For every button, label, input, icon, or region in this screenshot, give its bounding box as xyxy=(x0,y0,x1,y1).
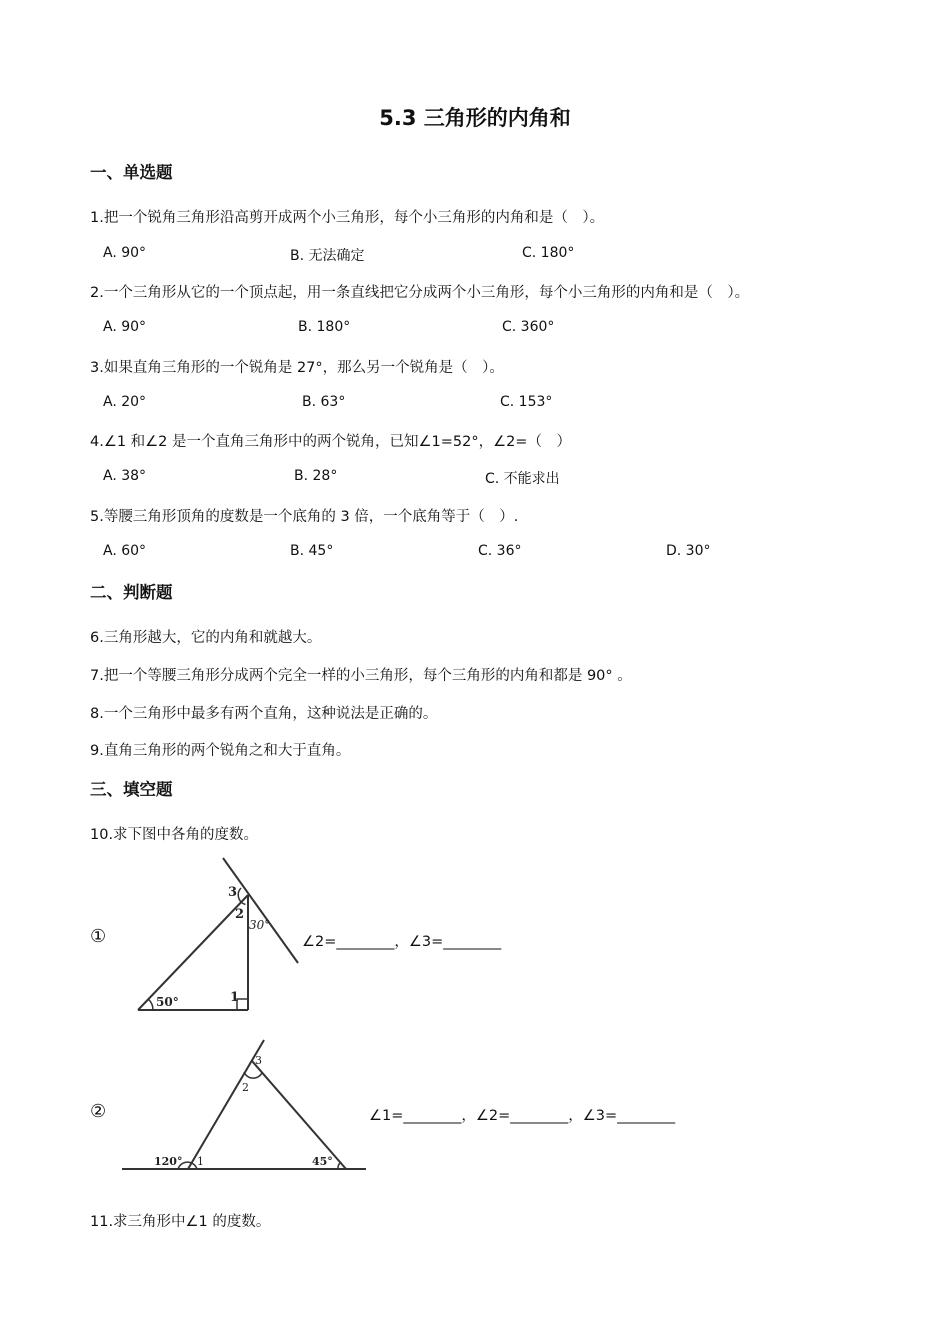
question-8: 8.一个三角形中最多有两个直角，这种说法是正确的。 xyxy=(90,706,438,722)
q5-option-c[interactable]: C. 36° xyxy=(478,543,522,559)
fig1-answer-blanks[interactable]: ∠2=________，∠3=________ xyxy=(302,934,502,950)
fig1-angle-1-label: 1 xyxy=(230,990,240,1005)
q2-option-c[interactable]: C. 360° xyxy=(502,319,555,335)
fig2-angle-3-label: 3 xyxy=(255,1054,262,1067)
q4-option-a[interactable]: A. 38° xyxy=(103,468,147,484)
q1-option-c[interactable]: C. 180° xyxy=(522,245,575,261)
question-1: 1.把一个锐角三角形沿高剪开成两个小三角形，每个小三角形的内角和是（ ）。 xyxy=(90,210,605,226)
q2-option-b[interactable]: B. 180° xyxy=(298,319,351,335)
q3-option-a[interactable]: A. 20° xyxy=(103,394,147,410)
fig2-angle-120-label: 120° xyxy=(154,1155,183,1168)
q3-option-c[interactable]: C. 153° xyxy=(500,394,553,410)
question-5: 5.等腰三角形顶角的度数是一个底角的 3 倍，一个底角等于（ ）. xyxy=(90,509,519,525)
fig1-angle-3-label: 3 xyxy=(228,885,238,900)
triangle-figure-1 xyxy=(120,855,305,1020)
section-heading-fill-blank: 三、填空题 xyxy=(90,780,173,799)
section-heading-single-choice: 一、单选题 xyxy=(90,163,173,182)
q5-option-d[interactable]: D. 30° xyxy=(666,543,711,559)
fig1-angle-2-label: 2 xyxy=(235,907,245,922)
q2-option-a[interactable]: A. 90° xyxy=(103,319,147,335)
q1-option-b[interactable]: B. 无法确定 xyxy=(290,248,365,264)
question-11: 11.求三角形中∠1 的度数。 xyxy=(90,1214,271,1230)
fig2-angle-2-label: 2 xyxy=(242,1081,249,1094)
page-title: 5.3 三角形的内角和 xyxy=(379,106,571,130)
section-heading-true-false: 二、判断题 xyxy=(90,583,173,602)
fig1-angle-50-label: 50° xyxy=(156,995,179,1009)
question-9: 9.直角三角形的两个锐角之和大于直角。 xyxy=(90,743,351,759)
fig2-angle-45-label: 45° xyxy=(312,1155,333,1168)
figure-2-marker: ② xyxy=(90,1101,107,1122)
q5-option-a[interactable]: A. 60° xyxy=(103,543,147,559)
q3-option-b[interactable]: B. 63° xyxy=(302,394,346,410)
question-3: 3.如果直角三角形的一个锐角是 27°，那么另一个锐角是（ ）。 xyxy=(90,360,504,376)
figure-1-marker: ① xyxy=(90,926,107,947)
question-10: 10.求下图中各角的度数。 xyxy=(90,827,259,843)
question-6: 6.三角形越大，它的内角和就越大。 xyxy=(90,630,322,646)
fig2-answer-blanks[interactable]: ∠1=________，∠2=________，∠3=________ xyxy=(369,1108,676,1124)
triangle-figure-2 xyxy=(118,1035,370,1185)
q4-option-b[interactable]: B. 28° xyxy=(294,468,338,484)
q4-option-c[interactable]: C. 不能求出 xyxy=(485,471,560,487)
q5-option-b[interactable]: B. 45° xyxy=(290,543,334,559)
q1-option-a[interactable]: A. 90° xyxy=(103,245,147,261)
fig2-angle-1-label: 1 xyxy=(197,1155,204,1168)
question-7: 7.把一个等腰三角形分成两个完全一样的小三角形，每个三角形的内角和都是 90° 。 xyxy=(90,668,632,684)
fig1-angle-30-label: 30° xyxy=(249,918,271,932)
question-2: 2.一个三角形从它的一个顶点起，用一条直线把它分成两个小三角形，每个小三角形的内角和是（ ）。 xyxy=(90,285,750,301)
question-4: 4.∠1 和∠2 是一个直角三角形中的两个锐角，已知∠1=52°，∠2=（ ） xyxy=(90,434,571,450)
